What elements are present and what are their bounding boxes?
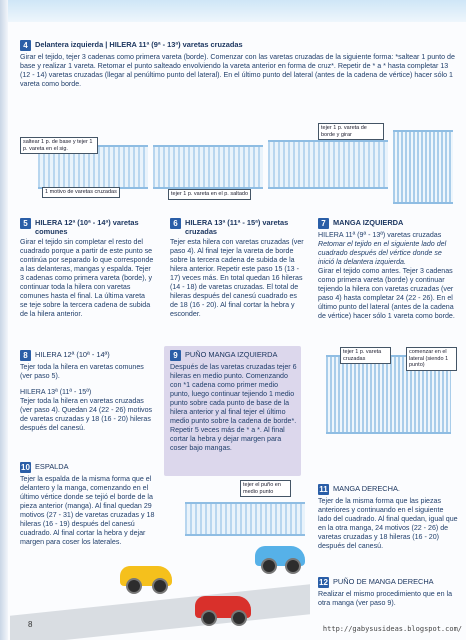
step-number: 6 <box>170 218 181 229</box>
figure-step-9 <box>185 480 310 540</box>
step-title: PUÑO MANGA IZQUIERDA <box>185 350 278 359</box>
figure-step-7 <box>318 345 458 455</box>
step-4 <box>20 40 456 89</box>
stitch-chart <box>393 130 453 204</box>
step-5 <box>20 218 154 319</box>
step-number: 5 <box>20 218 31 229</box>
step-title: MANGA IZQUIERDA <box>333 218 404 227</box>
step-number: 7 <box>318 218 329 229</box>
stitch-diagram-c <box>268 140 388 189</box>
step-title: HILERA 13ª (11ª - 15ª) varetas cruzadas <box>185 218 289 236</box>
step-body: Tejer de la misma forma que las piezas anteriores y continuando en el siguiente lado del cuadrado. Al final quedan, igual que en la otra manga, 24 motivos (22 - 26) de varetas cruzadas y 18 hileras (16 - 20) después del canesú. <box>318 497 458 550</box>
step-10 <box>20 462 166 547</box>
figure-label: 1 motivo de varetas cruzadas <box>42 187 120 198</box>
step-body: Girar el tejido, tejer 3 cadenas como primera vareta (borde). Comenzar con las varetas cruzadas de la siguiente forma: *saltear 1 punto de base y realizar 1 vareta. Retomar el punto salteado envolviendo la vareta anterior en forma de cruz*. Repetir de * a * hasta completar 13 (12 - 14) varetas cruzadas (llegar al penúltimo punto del lateral). En el último punto del lateral (antes de la cadena de vértice) hacer sólo 1 vareta como borde. <box>20 53 455 88</box>
step-body: Tejer toda la hilera en varetas cruzadas (ver paso 4). Quedan 24 (22 - 26) motivos de varetas cruzadas y 18 (16 - 20) hileras después del canesú. <box>20 397 153 432</box>
step-number: 4 <box>20 40 31 51</box>
figure-label: comenzar en el lateral (siendo 1 punto) <box>406 347 457 371</box>
step-number: 11 <box>319 485 328 494</box>
step-body: Realizar el mismo procedimiento que en la otra manga (ver paso 9). <box>318 590 453 607</box>
figure-label: tejer 1 p. vareta en el p. saltado <box>168 189 251 200</box>
step-7 <box>318 218 458 321</box>
step-number: 10 <box>21 463 30 472</box>
step-number: 8 <box>20 350 31 361</box>
figure-label: saltear 1 p. de base y tejer 1 p. vareta en el sig. <box>20 137 98 154</box>
step-body: Después de las varetas cruzadas tejer 6 hileras en medio punto. Comenzando con *1 cadena como primer medio punto, luego continuar tejiendo 1 medio punto sobre cada punto de base de la hilera anterior y al final tejer el último medio punto sobre la cadena de borde*. Repetir 5 veces más de * a *. Al final cortar la hebra y dejar margen para coser bajo mangas. <box>170 363 297 452</box>
step-title: HILERA 12ª (10ª - 14ª) varetas comunes <box>35 218 139 236</box>
step-11 <box>318 484 458 551</box>
source-url: http://gabysusideas.blogspot.com/ <box>322 625 462 633</box>
step-subtitle: HILERA 11ª (9ª - 13ª) varetas cruzadas <box>318 231 442 239</box>
step-number: 12 <box>319 578 328 587</box>
step-9 <box>170 350 298 453</box>
step-body: Tejer toda la hilera en varetas comunes (ver paso 5). <box>20 363 144 380</box>
page-edge <box>0 0 8 640</box>
figure-step-4 <box>18 105 458 205</box>
step-number: 9 <box>170 350 181 361</box>
cuff-diagram <box>185 502 305 536</box>
step-title: MANGA DERECHA. <box>333 484 400 493</box>
step-subtitle: HILERA 13ª (11ª - 15ª) <box>20 388 92 396</box>
car-yellow-icon <box>120 560 172 590</box>
step-6 <box>170 218 304 319</box>
step-title-rest: | HILERA 11ª (9ª - 13ª) varetas cruzadas <box>105 40 243 49</box>
step-title: HILERA 12ª (10ª - 14ª) <box>35 350 110 359</box>
step-title: PUÑO DE MANGA DERECHA <box>333 577 434 586</box>
top-band <box>0 0 466 22</box>
step-8 <box>20 350 154 433</box>
step-body: Girar el tejido sin completar el resto del cuadrado porque a partir de este punto se continúa por separado lo que corresponde a las delanteras, mangas y espalda. Tejer 3 cadenas como primera vareta (borde), y continuar toda la hilera con varetas comunes hasta el final. La última vareta se teje sobre la tercera cadena de subida de la hilera anterior. <box>20 238 154 318</box>
step-body: Tejer la espalda de la misma forma que el delantero y la manga, comenzando en el último vértice donde se tejió el borde de la pieza anterior (manga). Al final quedan 29 motivos (27 - 31) de varetas cruzadas y 18 hileras (16 - 19) después del canesú cuadrado. Al final cortar la hebra y dejar margen para coser los laterales. <box>20 475 155 546</box>
step-body: Tejer esta hilera con varetas cruzadas (ver paso 4). Al final tejer la vareta de borde sobre la tercera cadena de subida de la hilera anterior. Repetir este paso 15 (13 - 17) veces más. En total quedan 16 hileras (14 - 18) de varetas cruzadas. El total de hileras después del canesú cuadrado es de 18 (16 - 20). Al final cortar la hebra y esconder. <box>170 238 304 318</box>
page-number: 8 <box>28 620 33 629</box>
step-italic: Retomar el tejido en el siguiente lado del cuadrado después del vértice donde se inició la delantera izquierda. <box>318 240 447 266</box>
figure-label: tejer 1 p. vareta de borde y girar <box>318 123 384 140</box>
figure-label: tejer el puño en medio punto <box>240 480 291 497</box>
stitch-diagram-b <box>153 145 263 189</box>
step-body: Girar el tejido como antes. Tejer 3 cadenas como primera vareta (borde) y continuar tejiendo la hilera con varetas cruzadas (ver paso 4) hasta completar 24 (22 - 26). En el último punto del lateral (antes de la cadena de vértice) hacer sólo 1 vareta como borde. <box>318 267 455 320</box>
car-red-icon <box>195 590 251 624</box>
step-title: ESPALDA <box>35 462 69 471</box>
figure-label: tejer 1 p. vareta cruzadas <box>340 347 391 364</box>
step-12 <box>318 577 458 608</box>
car-blue-icon <box>255 540 305 570</box>
step-title: Delantera izquierda <box>35 40 104 49</box>
